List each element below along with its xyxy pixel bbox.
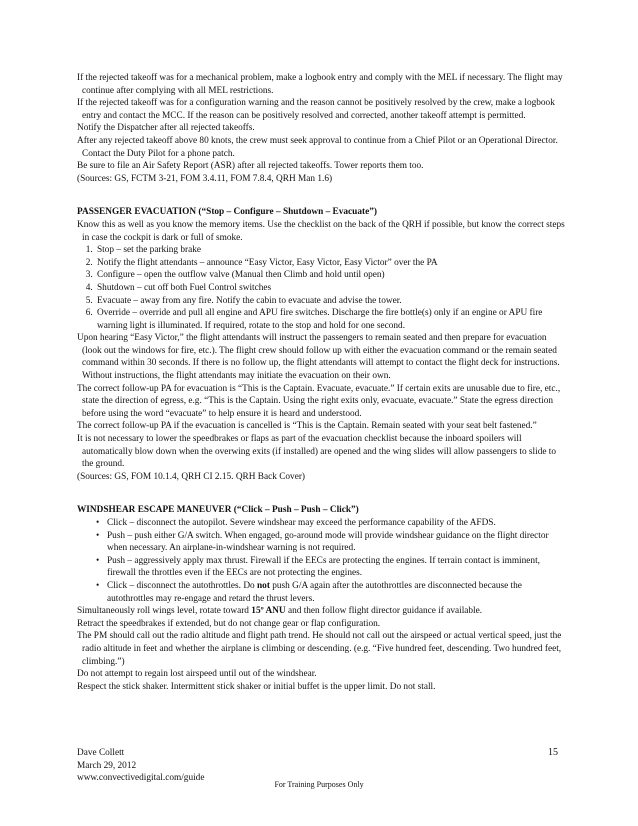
paragraph: Respect the stick shaker. Intermittent stick shaker or initial buffet is the upper limit. Do not stall. [77, 681, 436, 692]
list-item [99, 580, 567, 605]
footer-date: March 29, 2012 [77, 760, 137, 771]
list-item: 4. Shutdown – cut off both Fuel Control switches [95, 282, 567, 295]
list-item: 6. Override – override and pull all engine and APU fire switches. Discharge the fire bottle(s) only if an engine or APU fire warning light is illuminated. If required, rotate to the stop and hold for one second. [95, 307, 567, 332]
paragraph [77, 605, 567, 618]
list-item: 1. Stop – set the parking brake [95, 244, 567, 257]
sources-line: (Sources: GS, FCTM 3-21, FOM 3.4.11, FOM 7.8.4, QRH Man 1.6) [77, 173, 333, 184]
paragraph: It is not necessary to lower the speedbrakes or flaps as part of the evacuation checklist because the inboard spoilers will automatically blow down when the overwing exits (if installed) are opened and the wing slides will allow passengers to slide to the ground. [77, 434, 557, 470]
list-item: • Click – disconnect the autopilot. Severe windshear may exceed the performance capability of the AFDS. [99, 517, 567, 530]
paragraph: Upon hearing “Easy Victor,” the flight attendants will instruct the passengers to remain seated and then prepare for evacuation (look out the windows for fire, etc.). The flight crew should follow up with either the evacuation command or the remain seated command within 30 seconds. If there is no follow up, the flight attendants will attempt to contact the flight deck for instructions. Without instructions, the flight attendants may initiate the evacuation on their own. [77, 333, 560, 382]
paragraph: After any rejected takeoff above 80 knots, the crew must seek approval to continue from a Chief Pilot or an Operational Director. Contact the Duty Pilot for a phone patch. [77, 135, 558, 159]
list-item: • Push – push either G/A switch. When engaged, go-around mode will provide windshear guidance on the flight director when necessary. An airplane-in-windshear warning is not required. [99, 530, 567, 555]
list-item: 3. Configure – open the outflow valve (Manual then Climb and hold until open) [95, 269, 567, 282]
paragraph: Notify the Dispatcher after all rejected takeoffs. [77, 123, 255, 134]
section-heading: WINDSHEAR ESCAPE MANEUVER (“Click – Push – Push – Click”) [77, 505, 359, 516]
bullet-text: Click – disconnect the autothrottles. Do [107, 580, 258, 591]
section-gap [77, 483, 567, 504]
footer-url: www.convectivedigital.com/guide [77, 773, 205, 784]
paragraph-text: Simultaneously roll wings level, rotate toward [77, 606, 252, 617]
page-content [77, 72, 567, 693]
section-heading: PASSENGER EVACUATION (“Stop – Configure – Shutdown – Evacuate”) [77, 207, 377, 218]
windshear-bullet-list [77, 517, 567, 605]
paragraph: If the rejected takeoff was for a mechanical problem, make a logbook entry and comply with the MEL if necessary. The flight may continue after complying with all MEL restrictions. [77, 73, 563, 96]
paragraph: Be sure to file an Air Safety Report (ASR) after all rejected takeoffs. Tower reports them too. [77, 161, 424, 172]
paragraph: If the rejected takeoff was for a configuration warning and the reason cannot be positively resolved by the crew, make a logbook entry and contact the MCC. If the reason can be positively resolved and corrected, another takeoff attempt is permitted. [77, 98, 555, 121]
passenger-evacuation-section [77, 206, 567, 483]
list-item: 2. Notify the flight attendants – announce “Easy Victor, Easy Victor, Easy Victor” over the PA [95, 257, 567, 270]
list-item: 5. Evacuate – away from any fire. Notify the cabin to evacuate and advise the tower. [95, 295, 567, 308]
paragraph: The PM should call out the radio altitude and flight path trend. He should not call out the airspeed or actual vertical speed, just the radio altitude in feet and whether the airplane is climbing or descending. (e.g. “Five hundred feet, descending. Two hundred feet, climbing.”) [77, 631, 562, 667]
windshear-section [77, 504, 567, 693]
bullet-text: push G/A again after the autothrottles are disconnected because the autothrottles may re-engage and retard the thrust levers. [107, 580, 522, 604]
list-item: • Push – aggressively apply max thrust. Firewall if the EECs are protecting the engines. If terrain contact is imminent, firewall the throttles even if the EECs are not protecting the engines. [99, 555, 567, 580]
page-number: 15 [548, 747, 558, 758]
evacuation-steps-list [77, 244, 567, 332]
paragraph: Know this as well as you know the memory items. Use the checklist on the back of the QRH if possible, but know the correct steps in case the cockpit is dark or full of smoke. [77, 219, 565, 243]
section-gap [77, 185, 567, 206]
paragraph: Do not attempt to regain lost airspeed until out of the windshear. [77, 669, 317, 680]
emphasis-text: not [257, 580, 270, 591]
rejected-takeoff-section [77, 72, 567, 185]
footer-author: Dave Collett [77, 748, 125, 758]
emphasis-text: 15º ANU [251, 606, 286, 617]
sources-line: (Sources: GS, FOM 10.1.4, QRH CI 2.15. QRH Back Cover) [77, 471, 306, 482]
paragraph: Retract the speedbrakes if extended, but do not change gear or flap configuration. [77, 618, 381, 629]
paragraph: The correct follow-up PA for evacuation is “This is the Captain. Evacuate, evacuate.” If certain exits are unusable due to fire, etc., state the direction of egress, e.g. “This is the Captain. Using the right exits only, evacuate, evacuate.” State the egress direction before using the word “evacuate” to help ensure it is heard and understood. [77, 383, 561, 419]
paragraph-text: and then follow flight director guidance if available. [285, 606, 483, 617]
footer-notice: For Training Purposes Only [274, 780, 364, 789]
paragraph: The correct follow-up PA if the evacuation is cancelled is “This is the Captain. Remain seated with your seat belt fastened.” [77, 421, 537, 432]
